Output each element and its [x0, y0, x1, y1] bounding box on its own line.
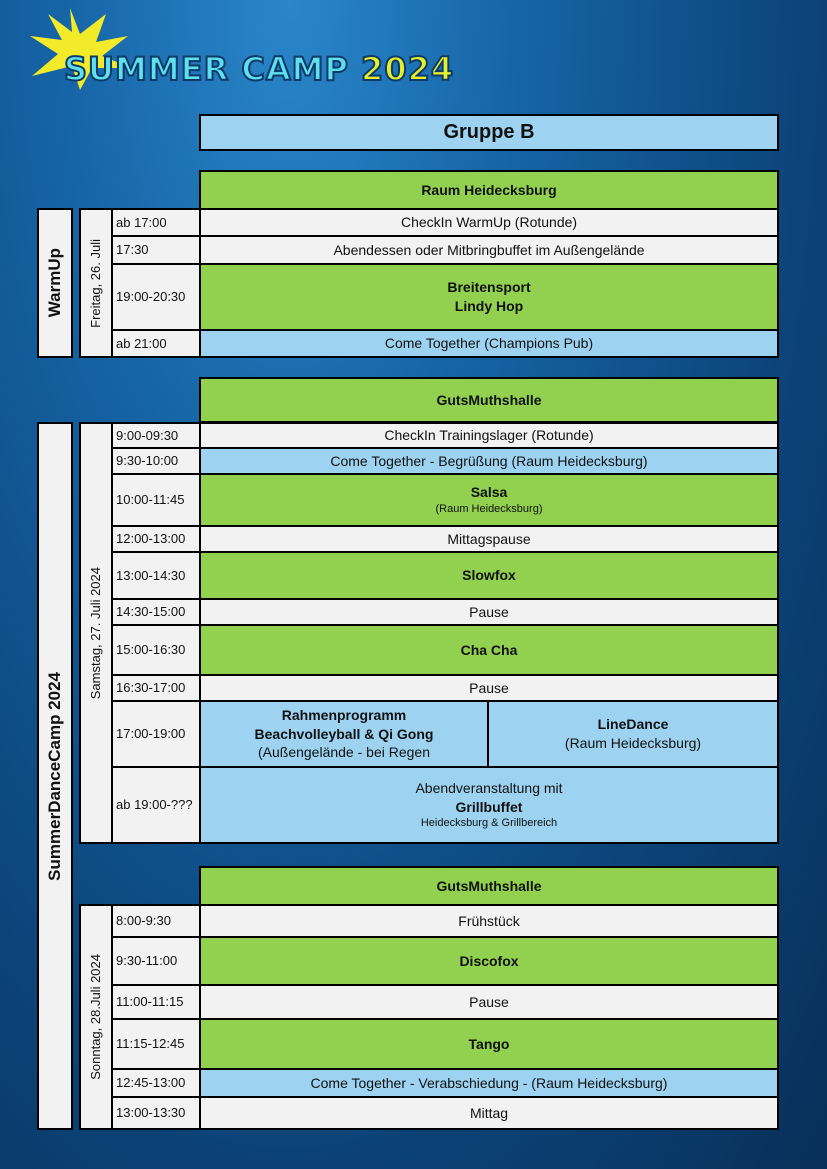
- time-cell: 9:00-09:30: [111, 422, 201, 449]
- event-cell: CheckIn Trainingslager (Rotunde): [199, 422, 779, 449]
- event-line: (Außengelände - bei Regen: [257, 744, 430, 761]
- event-line: Rahmenprogramm: [281, 706, 407, 723]
- time-cell: 11:00-11:15: [111, 984, 201, 1020]
- event-cell: Slowfox: [199, 551, 779, 600]
- event-line: LineDance: [597, 716, 669, 733]
- event-line: Salsa: [470, 484, 508, 501]
- time-cell: 15:00-16:30: [111, 624, 201, 676]
- room-label: GutsMuthshalle: [436, 391, 542, 408]
- day-label-text: Sonntag, 28.Juli 2024: [88, 954, 104, 1080]
- event-line: Grillbuffet: [455, 798, 523, 815]
- section-label-text: WarmUp: [44, 248, 64, 318]
- group-header-label: Gruppe B: [443, 121, 535, 143]
- logo-word: SUMMER CAMP: [64, 50, 349, 88]
- time-cell: 9:30-11:00: [111, 936, 201, 986]
- section-label-warmup: [37, 208, 73, 358]
- day-label-friday: [79, 208, 113, 358]
- event-line: Breitensport: [447, 279, 531, 296]
- time-cell: 11:15-12:45: [111, 1018, 201, 1070]
- time-cell: 17:30: [111, 235, 201, 265]
- event-cell: Tango: [199, 1018, 779, 1070]
- group-header: [199, 114, 779, 151]
- time-cell: 12:00-13:00: [111, 525, 201, 553]
- time-cell: 8:00-9:30: [111, 904, 201, 938]
- logo-year: 2024: [361, 50, 455, 88]
- event-cell: Mittagspause: [199, 525, 779, 553]
- time-cell: 14:30-15:00: [111, 598, 201, 626]
- time-cell: 13:00-13:30: [111, 1096, 201, 1130]
- event-cell: [199, 263, 779, 331]
- time-cell: ab 17:00: [111, 208, 201, 237]
- time-cell: 17:00-19:00: [111, 700, 201, 768]
- event-cell: Abendessen oder Mitbringbuffet im Außengelände: [199, 235, 779, 265]
- section-label-camp: [37, 422, 73, 1130]
- time-cell: 13:00-14:30: [111, 551, 201, 600]
- event-subline: (Raum Heidecksburg): [435, 503, 543, 516]
- event-cell: CheckIn WarmUp (Rotunde): [199, 208, 779, 237]
- day-label-sunday: [79, 904, 113, 1130]
- time-cell: 12:45-13:00: [111, 1068, 201, 1098]
- event-cell-right: [487, 700, 779, 768]
- time-cell: 16:30-17:00: [111, 674, 201, 702]
- day-label-text: Freitag, 26. Juli: [88, 238, 104, 328]
- event-cell: Come Together - Begrüßung (Raum Heidecksburg): [199, 447, 779, 475]
- time-cell: ab 19:00-???: [111, 766, 201, 844]
- time-cell: 19:00-20:30: [111, 263, 201, 331]
- time-cell: 9:30-10:00: [111, 447, 201, 475]
- room-header-warmup: [199, 170, 779, 210]
- logo: [28, 6, 468, 92]
- event-cell: Come Together (Champions Pub): [199, 329, 779, 358]
- day-label-saturday: [79, 422, 113, 844]
- room-label: GutsMuthshalle: [436, 877, 542, 894]
- time-cell: 10:00-11:45: [111, 473, 201, 527]
- room-header-sunday: [199, 866, 779, 906]
- event-cell: Pause: [199, 674, 779, 702]
- event-cell: [199, 473, 779, 527]
- event-cell: Mittag: [199, 1096, 779, 1130]
- event-line: Beachvolleyball & Qi Gong: [254, 725, 434, 742]
- event-cell: Cha Cha: [199, 624, 779, 676]
- event-subline: Heidecksburg & Grillbereich: [420, 817, 558, 830]
- event-line: Lindy Hop: [454, 298, 524, 314]
- event-cell: Pause: [199, 598, 779, 626]
- event-cell: [199, 766, 779, 844]
- day-label-text: Samstag, 27. Juli 2024: [88, 566, 104, 700]
- event-cell: Pause: [199, 984, 779, 1020]
- logo-title: [64, 50, 454, 88]
- event-cell: Frühstück: [199, 904, 779, 938]
- event-line: (Raum Heidecksburg): [564, 735, 702, 751]
- room-label: Raum Heidecksburg: [421, 181, 557, 198]
- section-label-text: SummerDanceCamp 2024: [44, 671, 64, 881]
- time-cell: ab 21:00: [111, 329, 201, 358]
- event-cell: Come Together - Verabschiedung - (Raum Heidecksburg): [199, 1068, 779, 1098]
- event-cell-left: [199, 700, 489, 768]
- room-header-saturday: [199, 377, 779, 423]
- event-line: Abendveranstaltung mit: [415, 779, 563, 796]
- event-cell: Discofox: [199, 936, 779, 986]
